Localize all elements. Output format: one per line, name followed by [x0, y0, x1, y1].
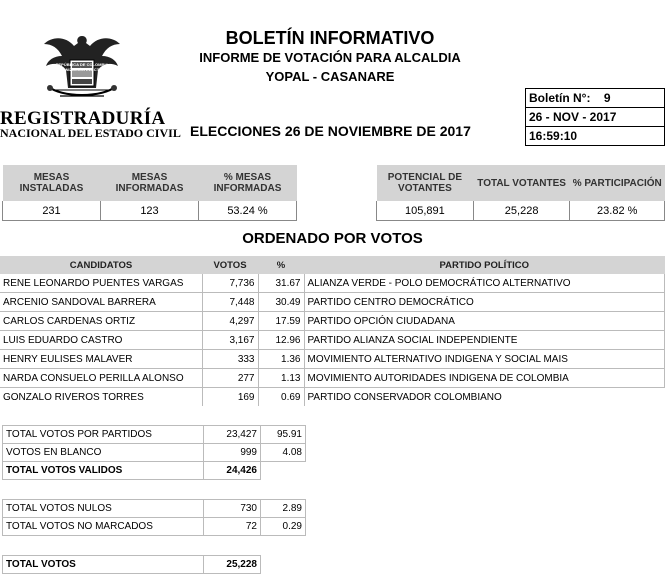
candidate-party: MOVIMIENTO ALTERNATIVO INDIGENA Y SOCIAL MAIS: [304, 350, 665, 369]
col-votos: VOTOS: [202, 256, 258, 274]
total-partidos-label: TOTAL VOTOS POR PARTIDOS: [3, 426, 204, 444]
total-validos-row: [3, 462, 306, 480]
potencial-value: 105,891: [377, 201, 474, 221]
total-nulos-label: TOTAL VOTOS NULOS: [3, 500, 204, 518]
total-nulos-row: [3, 500, 306, 518]
candidate-name: GONZALO RIVEROS TORRES: [0, 388, 202, 407]
total-votos-row: [3, 556, 261, 574]
votantes-table: [376, 165, 665, 221]
registraduria-subname: NACIONAL DEL ESTADO CIVIL: [0, 126, 181, 140]
bulletin-label: Boletín N°:: [529, 91, 591, 105]
total-partidos-pct: 95.91: [261, 426, 306, 444]
candidate-pct: 12.96: [258, 331, 304, 350]
table-row: [0, 274, 665, 293]
candidate-name: RENE LEONARDO PUENTES VARGAS: [0, 274, 202, 293]
candidate-votes: 277: [202, 369, 258, 388]
total-validos-votes: 24,426: [204, 462, 261, 480]
col-partido: PARTIDO POLÍTICO: [304, 256, 665, 274]
bulletin-info-box: [525, 88, 665, 146]
total-partidos-row: [3, 426, 306, 444]
table-row: [0, 350, 665, 369]
totals-valid-table: [2, 425, 306, 480]
total-votantes-header: TOTAL VOTANTES: [473, 165, 570, 201]
candidate-party: PARTIDO ALIANZA SOCIAL INDEPENDIENTE: [304, 331, 665, 350]
location-title: YOPAL - CASANARE: [265, 69, 395, 84]
votos-blanco-row: [3, 444, 306, 462]
table-row: [0, 388, 665, 407]
candidate-name: ARCENIO SANDOVAL BARRERA: [0, 293, 202, 312]
page-subtitle: INFORME DE VOTACIÓN PARA ALCALDIA: [199, 50, 461, 65]
bulletin-number-cell: [526, 89, 665, 108]
votos-blanco-pct: 4.08: [261, 444, 306, 462]
seal-text: REPÚBLICA DE COLOMBIA ORGANIZACIÓN ELECTORAL: [53, 62, 111, 72]
candidate-pct: 1.36: [258, 350, 304, 369]
section-title: ORDENADO POR VOTOS: [242, 230, 423, 247]
candidate-party: ALIANZA VERDE - POLO DEMOCRÁTICO ALTERNATIVO: [304, 274, 665, 293]
total-votos-table: [2, 555, 261, 574]
col-pct: %: [258, 256, 304, 274]
candidate-votes: 3,167: [202, 331, 258, 350]
table-row: [0, 293, 665, 312]
bulletin-date: 26 - NOV - 2017: [526, 108, 665, 127]
candidate-pct: 0.69: [258, 388, 304, 407]
candidate-party: MOVIMIENTO AUTORIDADES INDIGENA DE COLOMBIA: [304, 369, 665, 388]
bulletin-number: 9: [603, 91, 611, 105]
pct-mesas-header: % MESAS INFORMADAS: [199, 165, 297, 201]
mesas-instaladas-value: 231: [3, 201, 101, 221]
candidate-votes: 4,297: [202, 312, 258, 331]
candidate-name: NARDA CONSUELO PERILLA ALONSO: [0, 369, 202, 388]
votos-blanco-label: VOTOS EN BLANCO: [3, 444, 204, 462]
total-validos-label: TOTAL VOTOS VALIDOS: [3, 462, 204, 480]
table-row: [0, 369, 665, 388]
candidate-name: LUIS EDUARDO CASTRO: [0, 331, 202, 350]
votos-blanco-votes: 999: [204, 444, 261, 462]
candidate-party: PARTIDO CONSERVADOR COLOMBIANO: [307, 391, 502, 403]
candidate-votes: 333: [202, 350, 258, 369]
total-votantes-value: 25,228: [473, 201, 570, 221]
candidate-votes: 7,736: [202, 274, 258, 293]
table-row: [0, 331, 665, 350]
no-marcados-row: [3, 518, 306, 536]
candidate-pct: 17.59: [258, 312, 304, 331]
candidate-pct: 1.13: [258, 369, 304, 388]
mesas-informadas-value: 123: [101, 201, 199, 221]
mesas-table: [2, 165, 297, 221]
bulletin-time: 16:59:10: [526, 127, 665, 146]
pct-mesas-value: 53.24 %: [199, 201, 297, 221]
total-votos-label: TOTAL VOTOS: [3, 556, 204, 574]
candidate-votes: 169: [202, 388, 258, 407]
col-candidatos: CANDIDATOS: [0, 256, 202, 274]
candidates-table: [0, 256, 665, 406]
candidate-pct: 31.67: [258, 274, 304, 293]
candidate-name: CARLOS CARDENAS ORTIZ: [0, 312, 202, 331]
candidate-pct: 30.49: [258, 293, 304, 312]
total-partidos-votes: 23,427: [204, 426, 261, 444]
mesas-instaladas-header: MESAS INSTALADAS: [3, 165, 101, 201]
no-marcados-votes: 72: [204, 518, 261, 536]
no-marcados-pct: 0.29: [261, 518, 306, 536]
candidate-name: HENRY EULISES MALAVER: [0, 350, 202, 369]
total-nulos-pct: 2.89: [261, 500, 306, 518]
page-title: BOLETÍN INFORMATIVO: [225, 28, 435, 48]
candidate-party: PARTIDO CENTRO DEMOCRÁTICO: [304, 293, 665, 312]
registraduria-name: REGISTRADURÍA: [0, 108, 166, 129]
mesas-informadas-header: MESAS INFORMADAS: [101, 165, 199, 201]
candidate-votes: 7,448: [202, 293, 258, 312]
table-row: [0, 312, 665, 331]
participacion-header: % PARTICIPACIÓN: [570, 165, 665, 201]
participacion-value: 23.82 %: [570, 201, 665, 221]
no-marcados-label: TOTAL VOTOS NO MARCADOS: [3, 518, 204, 536]
candidate-party: PARTIDO OPCIÓN CIUDADANA: [304, 312, 665, 331]
election-title: ELECCIONES 26 DE NOVIEMBRE DE 2017: [190, 123, 471, 139]
potencial-header: POTENCIAL DE VOTANTES: [377, 165, 474, 201]
totals-null-table: [2, 499, 306, 536]
total-votos-votes: 25,228: [204, 556, 261, 574]
total-nulos-votes: 730: [204, 500, 261, 518]
